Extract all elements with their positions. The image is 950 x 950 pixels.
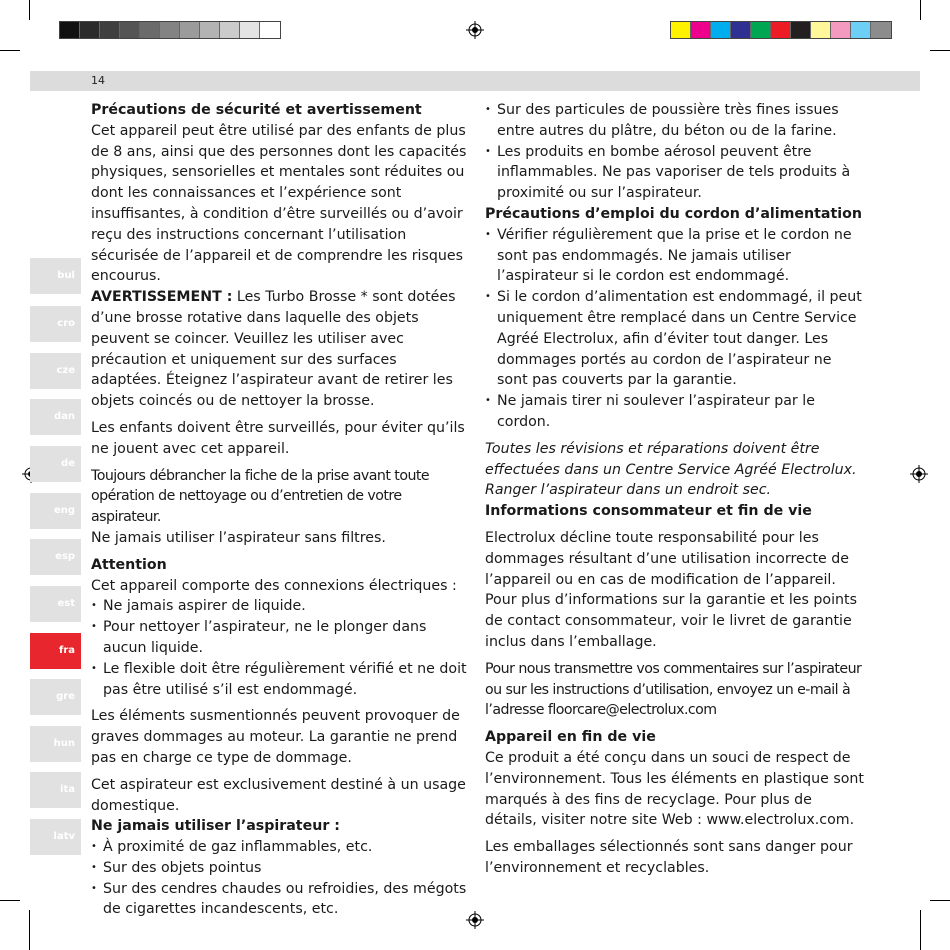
never-use-heading: Ne jamais utiliser l’aspirateur : xyxy=(91,818,340,835)
right-column xyxy=(485,100,865,879)
list-item: • Ne jamais tirer ni soulever l’aspirateur par le cordon. xyxy=(485,391,865,433)
list-item: • Sur des cendres chaudes ou refroidies, des mégots de cigarettes incandescents, etc. xyxy=(91,879,471,921)
crop-mark-br-v xyxy=(920,910,921,950)
feedback-paragraph: Pour nous transmettre vos commentaires sur l’aspirateur ou sur les instructions d’utilisation, envoyez un e-mail à l’adresse floorcare@electrolux.com xyxy=(485,660,862,719)
cord-list xyxy=(485,225,865,433)
page-header-band xyxy=(30,71,920,91)
process-color-bar xyxy=(670,21,892,39)
language-tab-ita[interactable]: ita xyxy=(30,772,81,808)
language-tab-dan[interactable]: dan xyxy=(30,399,81,435)
service-paragraph: Toutes les révisions et réparations doivent être effectuées dans un Centre Service Agréé Electrolux. Ranger l’aspirateur dans un endroit sec. xyxy=(485,440,857,499)
safety-heading: Précautions de sécurité et avertissement xyxy=(91,102,422,118)
packaging-paragraph: Les emballages sélectionnés sont sans danger pour l’environnement et recyclables. xyxy=(485,839,853,876)
list-item: • À proximité de gaz inflammables, etc. xyxy=(91,837,471,858)
attention-intro: Cet appareil comporte des connexions électriques : xyxy=(91,577,457,594)
never-use-list xyxy=(91,837,471,920)
list-item: • Sur des particules de poussière très fines issues entre autres du plâtre, du béton ou de la farine. xyxy=(485,100,865,142)
color-swatch xyxy=(80,22,100,38)
consumer-paragraph: Electrolux décline toute responsabilité pour les dommages résultant d’une utilisation incorrecte de l’appareil ou en cas de modification de l’appareil. Pour plus d’informations sur la garantie et les points de contact consommateur, voir le livret de garantie inclus dans l’emballage. xyxy=(485,529,857,650)
list-item: • Ne jamais aspirer de liquide. xyxy=(91,596,471,617)
language-tab-eng[interactable]: eng xyxy=(30,493,81,529)
color-swatch xyxy=(60,22,80,38)
color-swatch xyxy=(771,22,791,38)
list-item: • Si le cordon d’alimentation est endommagé, il peut uniquement être remplacé dans un Centre Service Agréé Electrolux, afin d’éviter tout danger. Les dommages portés au cordon de l’aspirateur ne sont pas couverts par la garantie. xyxy=(485,287,865,391)
language-tab-fra[interactable]: fra xyxy=(30,633,81,669)
attention-list xyxy=(91,596,471,700)
color-swatch xyxy=(120,22,140,38)
crop-mark-tl-v xyxy=(29,0,30,20)
damage-paragraph: Les éléments susmentionnés peuvent provoquer de graves dommages au moteur. La garantie ne prend pas en charge ce type de dommage. xyxy=(91,708,460,766)
language-tab-cze[interactable]: cze xyxy=(30,353,81,389)
color-swatch xyxy=(180,22,200,38)
color-swatch xyxy=(100,22,120,38)
end-of-life-paragraph: Ce produit a été conçu dans un souci de respect de l’environnement. Tous les éléments en plastique sont marqués à des fins de recyclage. Pour plus de détails, visiter notre site Web : www.electrolux.com. xyxy=(485,749,864,829)
color-swatch xyxy=(220,22,240,38)
domestic-paragraph: Cet aspirateur est exclusivement destiné à un usage domestique. xyxy=(91,776,466,814)
color-swatch xyxy=(671,22,691,38)
color-swatch xyxy=(260,22,280,38)
color-swatch xyxy=(240,22,260,38)
color-swatch xyxy=(160,22,180,38)
crop-mark-tr-v xyxy=(920,0,921,20)
consumer-heading: Informations consommateur et fin de vie xyxy=(485,503,812,520)
color-swatch xyxy=(731,22,751,38)
language-tab-de[interactable]: de xyxy=(30,446,81,482)
crop-mark-br-h xyxy=(930,900,950,901)
filters-paragraph: Ne jamais utiliser l’aspirateur sans filtres. xyxy=(91,529,386,546)
warning-paragraph xyxy=(91,287,471,412)
color-swatch xyxy=(791,22,811,38)
color-swatch xyxy=(851,22,871,38)
color-swatch xyxy=(751,22,771,38)
color-swatch xyxy=(871,22,891,38)
language-tab-esp[interactable]: esp xyxy=(30,539,81,575)
color-swatch xyxy=(691,22,711,38)
crop-mark-tr-h xyxy=(930,50,950,51)
list-item: • Le flexible doit être régulièrement vérifié et ne doit pas être utilisé s’il est endommagé. xyxy=(91,659,471,701)
unplug-paragraph: Toujours débrancher la fiche de la prise avant toute opération de nettoyage ou d’entretien de votre aspirateur. xyxy=(91,467,430,526)
color-swatch xyxy=(811,22,831,38)
never-use-list-continued xyxy=(485,100,865,204)
color-swatch xyxy=(200,22,220,38)
language-tab-latv[interactable]: latv xyxy=(30,819,81,855)
language-tab-hun[interactable]: hun xyxy=(30,726,81,762)
list-item: • Vérifier régulièrement que la prise et le cordon ne sont pas endommagés. Ne jamais utiliser l’aspirateur si le cordon est endommagé. xyxy=(485,225,865,287)
list-item: • Sur des objets pointus xyxy=(91,858,471,879)
left-column xyxy=(91,100,471,920)
end-of-life-heading: Appareil en fin de vie xyxy=(485,729,656,746)
color-swatch xyxy=(711,22,731,38)
registration-mark-right-icon xyxy=(910,465,928,483)
language-tab-bul[interactable]: bul xyxy=(30,258,81,294)
attention-heading: Attention xyxy=(91,556,167,573)
list-item: • Les produits en bombe aérosol peuvent être inflammables. Ne pas vaporiser de tels produits à proximité ou sur l’aspirateur. xyxy=(485,142,865,204)
cord-heading: Précautions d’emploi du cordon d’alimentation xyxy=(485,205,862,222)
warning-text: Les Turbo Brosse * sont dotées d’une brosse rotative dans laquelle des objets peuvent se coincer. Veuillez les utiliser avec précaution et uniquement sur des surfaces adaptées. Éteignez l’aspirateur avant de retirer les objets coincés ou de nettoyer la brosse. xyxy=(91,289,456,410)
crop-mark-bl-v xyxy=(29,910,30,950)
grayscale-color-bar xyxy=(59,21,281,39)
children-paragraph: Les enfants doivent être surveillés, pour éviter qu’ils ne jouent avec cet appareil. xyxy=(91,419,465,457)
language-tab-est[interactable]: est xyxy=(30,586,81,622)
language-tab-gre[interactable]: gre xyxy=(30,679,81,715)
registration-mark-top-icon xyxy=(466,21,484,39)
safety-paragraph: Cet appareil peut être utilisé par des enfants de plus de 8 ans, ainsi que des personnes dont les capacités physiques, sensorielles et mentales sont réduites ou dont les connaissances et l’expérience sont insuffisantes, à condition d’être surveillés ou d’avoir reçu des instructions concernant l’utilisation sécurisée de l’appareil et de comprendre les risques encourus. xyxy=(91,122,467,285)
list-item: • Pour nettoyer l’aspirateur, ne le plonger dans aucun liquide. xyxy=(91,617,471,659)
color-swatch xyxy=(140,22,160,38)
language-tab-cro[interactable]: cro xyxy=(30,306,81,342)
crop-mark-tl-h xyxy=(0,50,20,51)
crop-mark-bl-h xyxy=(0,900,20,901)
warning-label: AVERTISSEMENT : xyxy=(91,289,233,306)
page-number: 14 xyxy=(91,74,105,87)
color-swatch xyxy=(831,22,851,38)
